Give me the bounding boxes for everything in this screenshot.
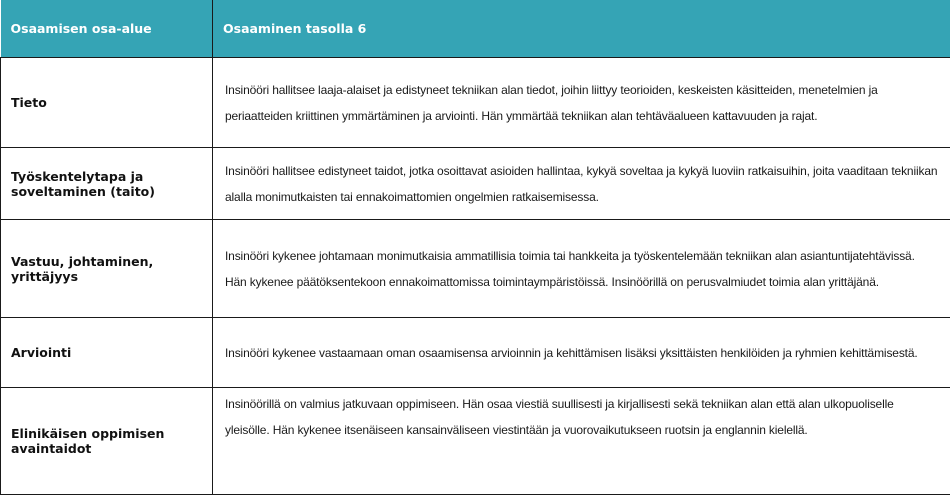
table-row [1,220,950,318]
row-description: Insinööri kykenee johtamaan monimutkaisia ammatillisia toimia tai hankkeita ja työskentelemään tekniikan alan asiantuntijatehtävissä. Hän kykenee päätöksentekoon ennakoimattomissa toimintaympäristöissä. Insinöörillä on perusvalmiudet toimia alan yrittäjänä. [213,220,950,318]
table-row [1,318,950,388]
table-row [1,148,950,220]
row-description: Insinööri hallitsee laaja-alaiset ja edistyneet tekniikan alan tiedot, joihin liittyy teorioiden, keskeisten käsitteiden, menetelmien ja periaatteiden kriittinen ymmärtäminen ja arviointi. Hän ymmärtää tekniikan alan tehtäväalueen kattavuuden ja rajat. [213,58,950,148]
row-description: Insinöörillä on valmius jatkuvaan oppimiseen. Hän osaa viestiä suullisesti ja kirjallisesti sekä tekniikan alan että alan ulkopuoliselle yleisölle. Hän kykenee itsenäiseen kansainväliseen viestintään ja vuorovaikutukseen ruotsin ja englannin kielellä. [213,388,950,495]
row-description: Insinööri kykenee vastaamaan oman osaamisensa arvioinnin ja kehittämisen lisäksi yksittäisten henkilöiden ja ryhmien kehittämisestä. [213,318,950,388]
row-area-evaluation: Arviointi [1,318,213,388]
row-area-responsibility: Vastuu, johtaminen, yrittäjyys [1,220,213,318]
header-competence-area: Osaamisen osa-alue [1,0,213,58]
header-competence-level: Osaaminen tasolla 6 [213,0,950,58]
table-row [1,388,950,495]
table-header-row [1,0,950,58]
row-area-skill: Työskentelytapa ja soveltaminen (taito) [1,148,213,220]
row-area-lifelong-learning: Elinikäisen oppimisen avaintaidot [1,388,213,495]
row-description: Insinööri hallitsee edistyneet taidot, jotka osoittavat asioiden hallintaa, kykyä soveltaa ja kykyä luoviin ratkaisuihin, joita vaaditaan tekniikan alalla monimutkaisten tai ennakoimattomien ongelmien ratkaisemisessa. [213,148,950,220]
row-area-knowledge: Tieto [1,58,213,148]
table-row [1,58,950,148]
